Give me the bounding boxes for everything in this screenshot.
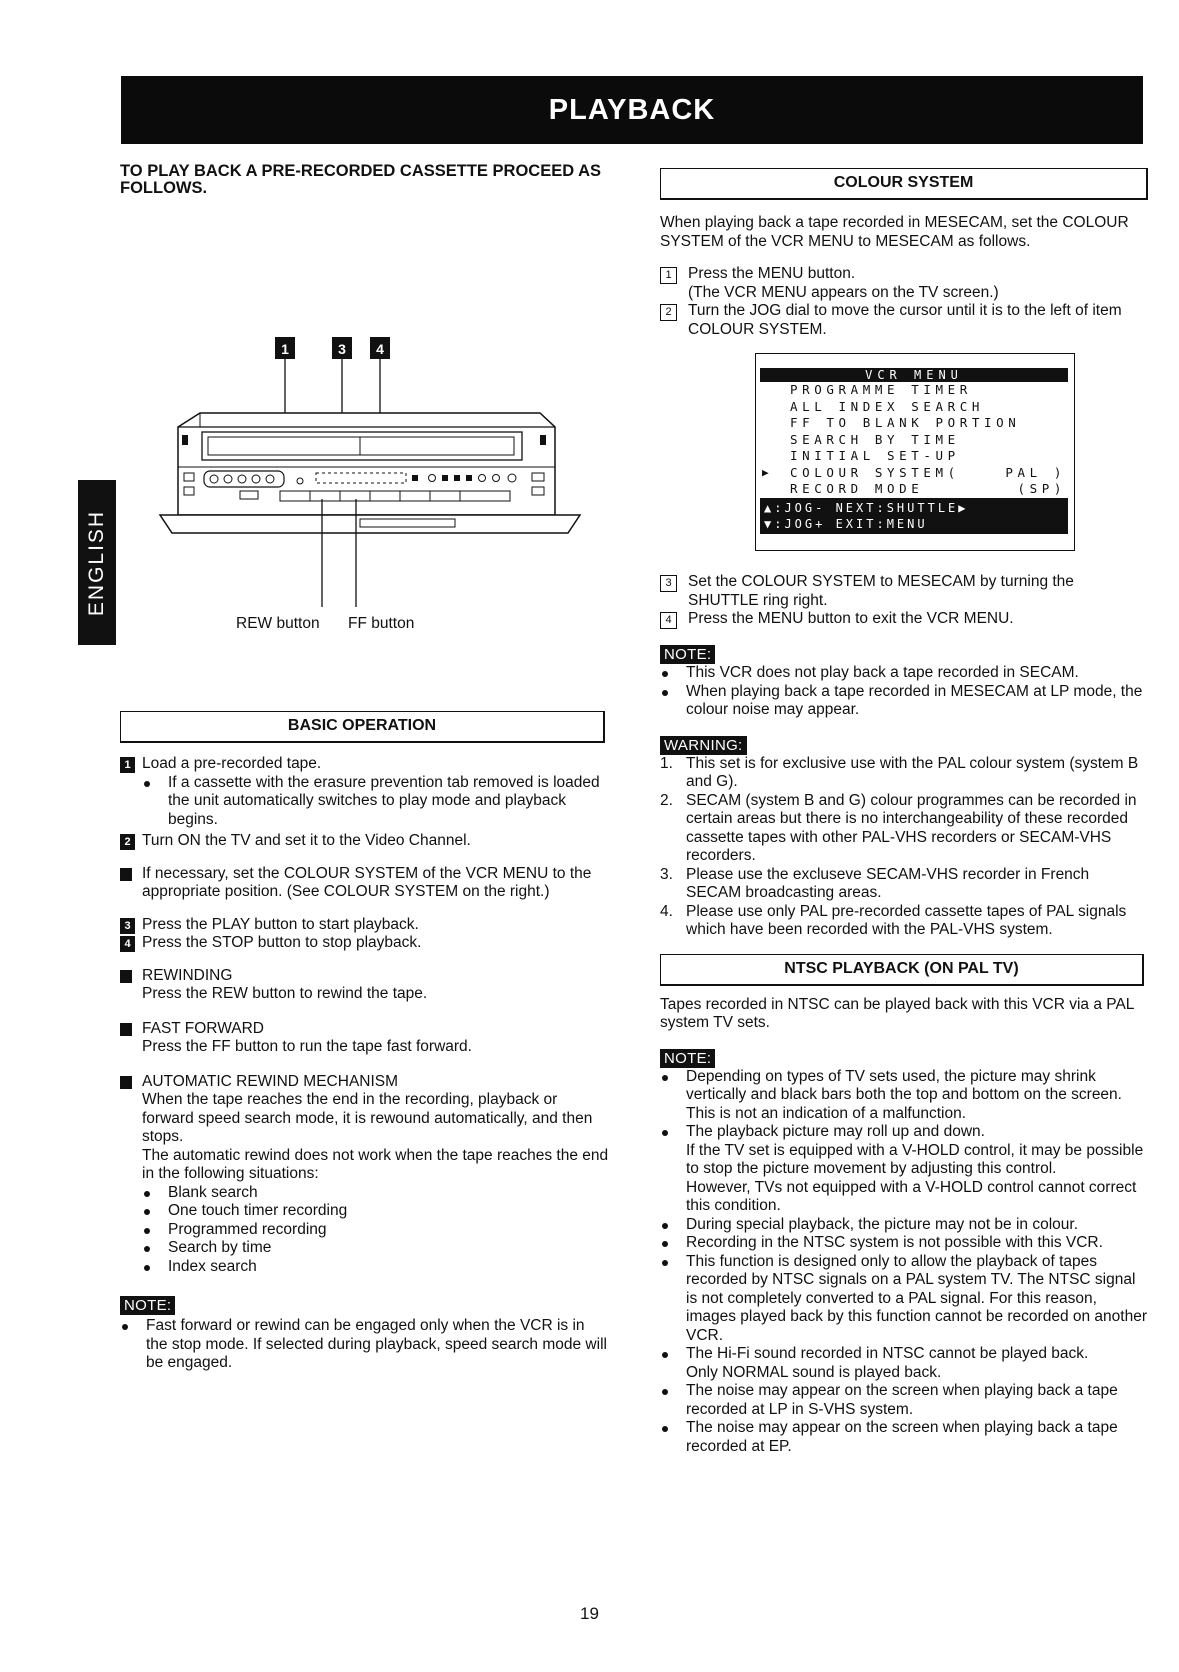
warning-item: 3. Please use the excluseve SECAM-VHS recorder in French SECAM broadcasting areas.	[660, 865, 1090, 901]
left-note-list	[120, 1317, 610, 1373]
fast-forward-title: FAST FORWARD	[142, 1019, 265, 1037]
marker-1-text: 1	[281, 341, 289, 357]
warning-item: 1. This set is for exclusive use with the PAL colour system (system B and G).	[660, 754, 1139, 790]
colour-system-reminder	[120, 865, 610, 902]
square-bullet	[120, 868, 132, 881]
square-bullet	[120, 1023, 132, 1036]
note-item: The noise may appear on the screen when playing back a tape recorded at EP.	[660, 1419, 1148, 1456]
square-bullet	[120, 970, 132, 983]
warning-item: 2. SECAM (system B and G) colour programmes can be recorded in certain areas but there is no interchangeability of these recorded cassette tapes with other PAL-VHS recorders or SECAM-VHS recorders.	[660, 791, 1137, 864]
colour-step-3	[660, 573, 1148, 610]
note-item: This function is designed only to allow the playback of tapes recorded by NTSC signals on a PAL system TV. The NTSC signal is not completely converted to a PAL signal. For this reason, images played back by this function cannot be recorded on another VCR.	[660, 1253, 1148, 1346]
step-3-text: Press the PLAY button to start playback.	[142, 915, 419, 933]
note-item: When playing back a tape recorded in MESECAM at LP mode, the colour noise may appear.	[660, 683, 1148, 720]
rewinding-section	[120, 967, 610, 1004]
intro-heading: TO PLAY BACK A PRE-RECORDED CASSETTE PROCEED AS FOLLOWS.	[120, 162, 602, 197]
colour-step-3-text: Set the COLOUR SYSTEM to MESECAM by turning the SHUTTLE ring right.	[688, 573, 1074, 609]
colour-step-1	[660, 265, 1148, 302]
list-item: Index search	[142, 1258, 610, 1277]
auto-rewind-section	[120, 1073, 610, 1277]
note-item: Recording in the NTSC system is not possible with this VCR.	[660, 1234, 1148, 1253]
step-1-bullets	[120, 774, 610, 830]
list-item: Blank search	[142, 1184, 610, 1203]
left-column	[120, 163, 610, 1373]
list-item: One touch timer recording	[142, 1202, 610, 1221]
basic-step-1	[120, 755, 610, 774]
colour-step-3-marker: 3	[660, 575, 677, 592]
warning-label: WARNING:	[660, 736, 747, 755]
note-item: The Hi-Fi sound recorded in NTSC cannot be played back. Only NORMAL sound is played back.	[660, 1345, 1148, 1382]
list-item: Search by time	[142, 1239, 610, 1258]
fast-forward-text: Press the FF button to run the tape fast forward.	[142, 1038, 472, 1055]
note-item: The noise may appear on the screen when playing back a tape recorded at LP in S-VHS system.	[660, 1382, 1148, 1419]
note-item: Depending on types of TV sets used, the picture may shrink vertically and black bars both the top and bottom on the screen. This is not an indication of a malfunction.	[660, 1068, 1148, 1124]
note-item: This VCR does not play back a tape recorded in SECAM.	[660, 664, 1148, 683]
ntsc-intro: Tapes recorded in NTSC can be played back with this VCR via a PAL system TV sets.	[660, 995, 1134, 1031]
step-1-marker: 1	[120, 757, 135, 773]
rewinding-text: Press the REW button to rewind the tape.	[142, 985, 428, 1002]
colour-system-intro: When playing back a tape recorded in MESECAM, set the COLOUR SYSTEM of the VCR MENU to MESECAM as follows.	[660, 214, 1129, 250]
menu-item: INITIAL SET-UP	[790, 448, 960, 463]
ff-button-label: FF button	[348, 615, 415, 632]
colour-step-2-marker: 2	[660, 304, 677, 321]
page-title: PLAYBACK	[548, 93, 716, 126]
step-1-text: Load a pre-recorded tape.	[142, 755, 322, 772]
menu-item: SEARCH BY TIME	[790, 431, 960, 447]
colour-reminder-text: If necessary, set the COLOUR SYSTEM of the VCR MENU to the appropriate position. (See COLOUR SYSTEM on the right.)	[142, 864, 592, 900]
colour-step-2	[660, 302, 1148, 339]
colour-step-2-text: Turn the JOG dial to move the cursor until it is to the left of item COLOUR SYSTEM.	[688, 302, 1122, 338]
page-number: 19	[580, 1604, 599, 1623]
basic-step-2	[120, 832, 610, 851]
step-4-text: Press the STOP button to stop playback.	[142, 934, 422, 951]
record-mode-value: (SP)	[1017, 481, 1066, 496]
marker-3-text: 3	[338, 341, 346, 357]
note-item: Fast forward or rewind can be engaged only when the VCR is in the stop mode. If selected during playback, speed search mode will be engaged.	[120, 1317, 610, 1373]
vcr-diagram	[120, 197, 610, 632]
note-item: During special playback, the picture may not be in colour.	[660, 1216, 1148, 1235]
vcr-menu-title: VCR MENU	[760, 368, 1068, 382]
fast-forward-section	[120, 1020, 610, 1057]
note-label: NOTE:	[660, 645, 715, 664]
vcr-menu-screen	[755, 353, 1075, 551]
colour-system-value: PAL )	[1005, 464, 1066, 480]
note-label: NOTE:	[120, 1296, 175, 1315]
menu-item-selected	[760, 465, 1068, 482]
basic-step-3	[120, 916, 610, 935]
colour-step-4-marker: 4	[660, 612, 677, 629]
note-item: The playback picture may roll up and down. If the TV set is equipped with a V-HOLD control, it may be possible to stop the picture movement by adjusting this control. However, TVs not equipped with a V-HOLD control cannot correct this condition.	[660, 1123, 1148, 1216]
auto-rewind-title: AUTOMATIC REWIND MECHANISM	[142, 1072, 399, 1090]
step-4-marker: 4	[120, 936, 135, 952]
colour-system-heading: COLOUR SYSTEM	[660, 168, 1148, 200]
language-tab-label: ENGLISH	[85, 509, 109, 616]
step-1-bullet: If a cassette with the erasure prevention tab removed is loaded the unit automatically switches to play mode and playback begins.	[142, 774, 610, 830]
step-2-text: Turn ON the TV and set it to the Video Channel.	[142, 832, 471, 849]
colour-step-1-marker: 1	[660, 267, 677, 284]
basic-step-4	[120, 934, 610, 953]
marker-4-text: 4	[376, 341, 384, 357]
basic-operation-heading: BASIC OPERATION	[120, 711, 605, 743]
colour-step-4-text: Press the MENU button to exit the VCR MENU.	[688, 610, 1014, 627]
menu-item: FF TO BLANK PORTION	[790, 415, 1021, 430]
right-column	[660, 168, 1148, 1456]
menu-item: ALL INDEX SEARCH	[790, 398, 985, 414]
colour-notes	[660, 664, 1148, 720]
warning-item: 4. Please use only PAL pre-recorded cassette tapes of PAL signals which have been recorded with the PAL-VHS system.	[660, 902, 1127, 938]
header-banner	[121, 76, 1143, 144]
auto-rewind-exceptions	[142, 1184, 610, 1277]
rew-button-label: REW button	[236, 615, 320, 632]
colour-step-4	[660, 610, 1148, 629]
note-label: NOTE:	[660, 1049, 715, 1068]
language-tab	[78, 480, 116, 645]
menu-item	[760, 481, 1068, 498]
vcr-front-panel-illustration	[120, 197, 610, 617]
menu-item: PROGRAMME TIMER	[790, 382, 972, 397]
warning-list	[660, 755, 1148, 940]
auto-rewind-text-2: The automatic rewind does not work when the tape reaches the end in the following situations:	[142, 1146, 609, 1182]
menu-footer-line-1: ▲:JOG- NEXT:SHUTTLE▶	[764, 500, 969, 515]
step-3-marker: 3	[120, 918, 135, 934]
menu-item-label: RECORD MODE	[790, 481, 924, 496]
colour-step-1-sub: (The VCR MENU appears on the TV screen.)	[688, 283, 999, 301]
menu-footer-line-2: ▼:JOG+ EXIT:MENU	[764, 516, 928, 531]
step-2-marker: 2	[120, 834, 135, 850]
menu-footer	[760, 498, 1068, 534]
rewinding-title: REWINDING	[142, 966, 233, 984]
auto-rewind-text-1: When the tape reaches the end in the recording, playback or forward speed search mode, it is rewound automatically, and then stops.	[142, 1091, 593, 1145]
ntsc-notes	[660, 1068, 1148, 1457]
menu-item-label: COLOUR SYSTEM(	[790, 464, 960, 480]
square-bullet	[120, 1076, 132, 1089]
ntsc-playback-heading: NTSC PLAYBACK (ON PAL TV)	[660, 954, 1144, 986]
list-item: Programmed recording	[142, 1221, 610, 1240]
colour-step-1-text: Press the MENU button.	[688, 265, 856, 282]
